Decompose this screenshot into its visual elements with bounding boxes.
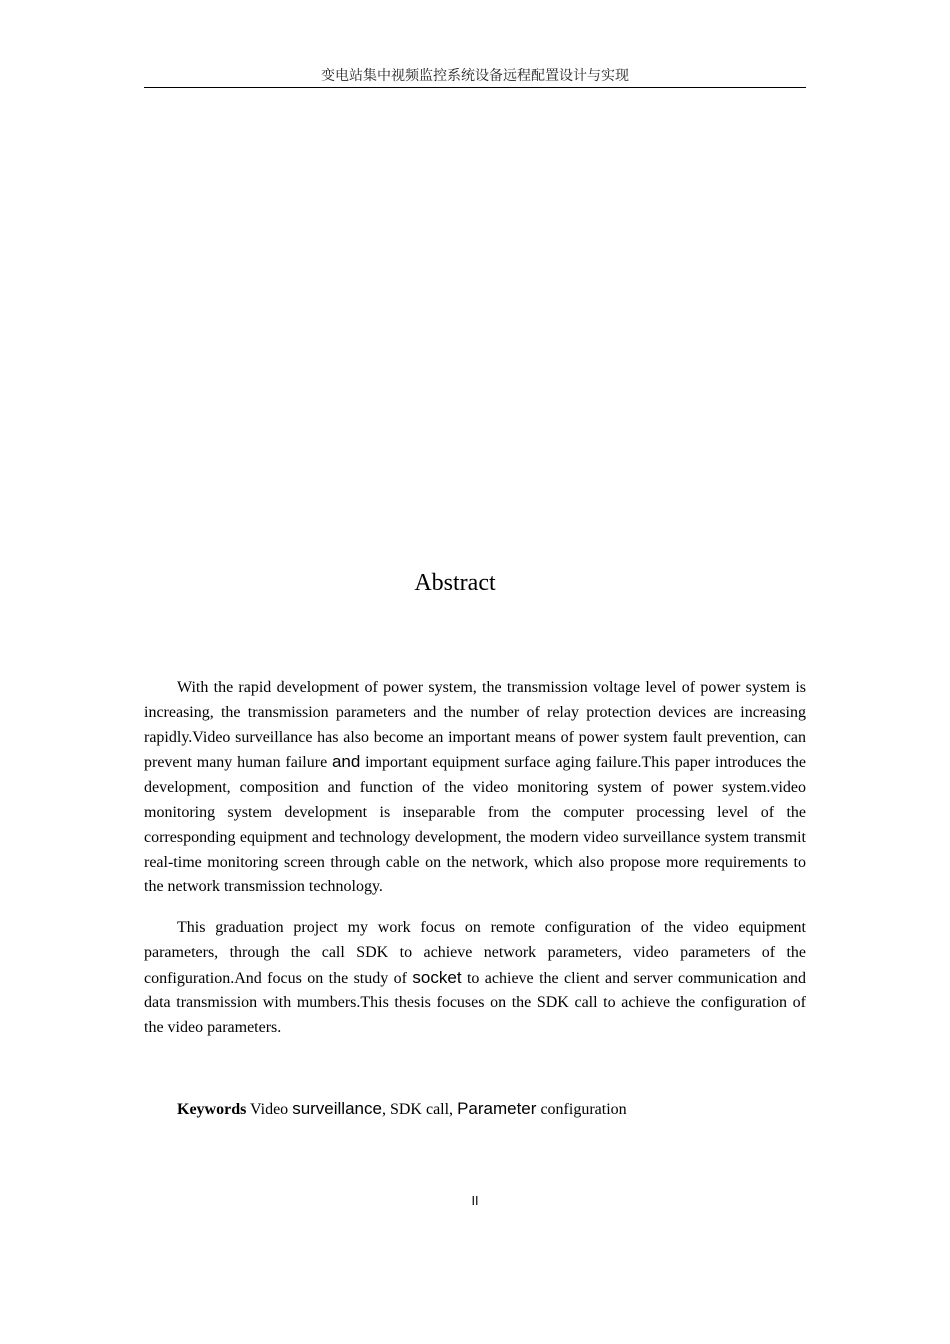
keywords-line xyxy=(177,1097,806,1122)
abstract-paragraph-1 xyxy=(144,676,806,900)
page-number: II xyxy=(471,1194,479,1208)
paragraph-2-text-a: This graduation project my work focus on remote configuration of the video equipment parameters, through the call SDK to achieve network parameters, video parameters of the configuration.And focus on the study of xyxy=(144,919,806,987)
abstract-title: Abstract xyxy=(414,570,496,596)
paragraph-2-text-b: to achieve the client and server communication and data transmission with mumbers.This thesis focuses on the SDK call to achieve the configuration of the video parameters. xyxy=(144,969,807,1037)
keywords-part-2: surveillance xyxy=(292,1099,382,1118)
running-header: 变电站集中视频监控系统设备远程配置设计与实现 xyxy=(144,66,806,88)
keywords-part-4: Parameter xyxy=(457,1099,537,1118)
paragraph-1-word-and: and xyxy=(331,752,361,772)
paragraph-1-text-b: important equipment surface aging failure.This paper introduces the development, composition and function of the video monitoring system of power system.video monitoring system development is inseparable from the computer processing level of the corresponding equipment and technology development, the modern video surveillance system transmit real-time monitoring screen through cable on the network, which also propose more requirements to the network transmission technology. xyxy=(144,754,806,896)
keywords-label: Keywords xyxy=(177,1101,247,1118)
paragraph-1-text-a: With the rapid development of power system, the transmission voltage level of power system is increasing, the transmission parameters and the number of relay protection devices are increasing rapidly.Video surveillance has also become an important means of power system fault prevention, can prevent many human failure xyxy=(144,679,806,772)
paragraph-2-word-socket: socket xyxy=(412,967,462,987)
keywords-part-3: , SDK call, xyxy=(381,1101,458,1118)
keywords-part-1: Video xyxy=(246,1101,293,1118)
abstract-paragraph-2 xyxy=(144,916,806,1041)
keywords-part-5: configuration xyxy=(536,1101,627,1118)
